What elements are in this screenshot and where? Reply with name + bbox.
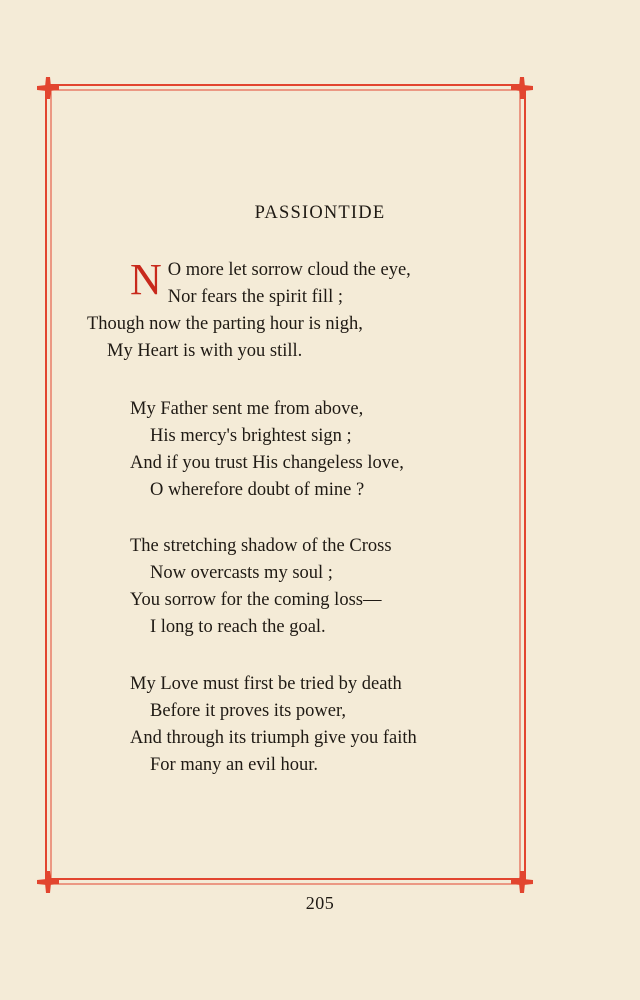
poem-line: The stretching shadow of the Cross <box>130 536 392 556</box>
poem-line: And if you trust His changeless love, <box>130 453 404 473</box>
poem-title: PASSIONTIDE <box>254 203 386 223</box>
stanza-1 <box>87 255 411 365</box>
drop-cap: N <box>130 255 162 304</box>
poem-line: O more let sorrow cloud the eye, <box>167 260 411 280</box>
poem-line: His mercy's brightest sign ; <box>150 426 352 446</box>
stanza-2 <box>130 396 404 504</box>
page-number: 205 <box>305 893 335 913</box>
poem-line: Nor fears the spirit fill ; <box>167 287 343 307</box>
poem-line: My Father sent me from above, <box>130 399 364 419</box>
cross-patee-icon <box>37 77 59 99</box>
poem-line: You sorrow for the coming loss— <box>130 590 382 610</box>
poem-line: Before it proves its power, <box>150 701 347 721</box>
poem-line: My Heart is with you still. <box>107 341 303 361</box>
cross-patee-icon <box>511 77 533 99</box>
poem-line: Now overcasts my soul ; <box>150 563 333 583</box>
cross-patee-icon <box>511 871 533 893</box>
poem-line: My Love must first be tried by death <box>130 674 402 694</box>
stanza-4 <box>130 671 417 779</box>
poem-line: For many an evil hour. <box>150 755 319 775</box>
stanza-3 <box>130 533 392 641</box>
poem-line: Though now the parting hour is nigh, <box>87 314 363 334</box>
poem-line: And through its triumph give you faith <box>130 728 417 748</box>
cross-patee-icon <box>37 871 59 893</box>
poem-line: O wherefore doubt of mine ? <box>150 480 365 500</box>
poem-line: I long to reach the goal. <box>150 617 326 637</box>
